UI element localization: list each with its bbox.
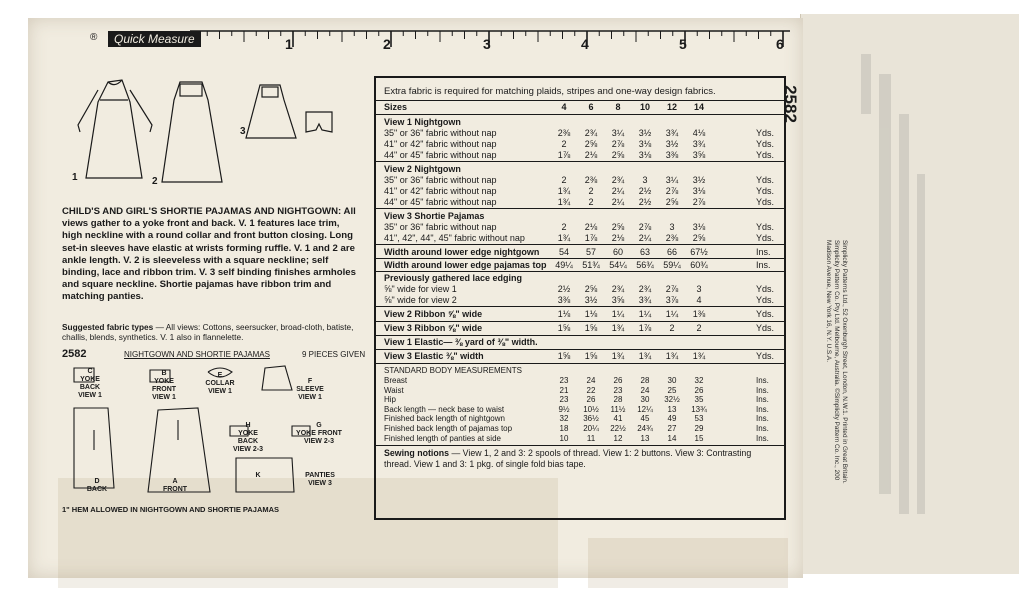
row-value: 26: [694, 385, 704, 395]
row-value: 3¾: [665, 128, 679, 138]
row-value: 1¾: [557, 186, 571, 196]
row-label: 41" or 42" fabric without nap: [384, 186, 497, 196]
row-value: 60: [612, 247, 623, 257]
row-value: 2⅛: [611, 233, 625, 243]
size-header: 14: [693, 102, 704, 112]
view3-top-sketch: [246, 85, 296, 138]
row-value: 63: [639, 247, 650, 257]
sewing-notions-text: — View 1, 2 and 3: 2 spools of thread. View 1: 2 buttons. View 3: Contrasting thread. View 1 and 3: 1 pkg. of single fold bias tape.: [384, 448, 752, 470]
matching-note: Extra fabric is required for matching plaids, stripes and one-way design fabrics.: [384, 86, 716, 97]
piece-d-label: D BACK: [86, 478, 108, 493]
row-value: 2: [588, 186, 594, 196]
row-value: 3¾: [638, 295, 652, 305]
row-value: 11: [586, 433, 596, 443]
row-value: 2: [561, 175, 567, 185]
row-value: 30: [640, 395, 650, 405]
row-unit: Ins.: [756, 433, 769, 443]
ruler-number: 1: [285, 36, 293, 52]
row-unit: Yds.: [756, 323, 775, 333]
table-rule: [376, 363, 784, 364]
table-rule: [376, 244, 784, 245]
row-value: 2: [696, 323, 702, 333]
row-value: 3⅞: [665, 295, 679, 305]
row-value: 2⅛: [584, 222, 598, 232]
piece-c-label: C YOKE BACK VIEW 1: [78, 368, 102, 399]
row-value: 3⅝: [692, 150, 706, 160]
row-value: 2⅞: [692, 197, 706, 207]
row-value: 51¾: [582, 260, 600, 270]
row-value: 32: [559, 414, 569, 424]
row-value: 3¼: [611, 128, 625, 138]
row-label: 44" or 45" fabric without nap: [384, 197, 497, 207]
row-value: 10½: [583, 404, 599, 414]
row-value: 60¾: [690, 260, 708, 270]
row-value: 1¼: [638, 309, 652, 319]
row-value: 2⅝: [584, 139, 598, 149]
table-rule: [376, 321, 784, 322]
bleed-through-print: [861, 54, 941, 534]
row-value: 2⅝: [611, 150, 625, 160]
table-rule: [376, 258, 784, 259]
row-unit: Ins.: [756, 395, 769, 405]
row-unit: Yds.: [756, 128, 775, 138]
row-value: 45: [640, 414, 650, 424]
table-rule: [376, 445, 784, 446]
row-value: 1¾: [611, 323, 625, 333]
row-value: 66: [666, 247, 677, 257]
size-header: 12: [666, 102, 677, 112]
row-value: 4⅛: [692, 128, 706, 138]
row-value: 15: [694, 433, 704, 443]
row-value: 2¾: [584, 128, 598, 138]
table-rule: [376, 271, 784, 272]
row-unit: Yds.: [756, 222, 775, 232]
row-value: 1¾: [557, 197, 571, 207]
sewing-notions: [384, 448, 776, 470]
row-value: 1¾: [692, 351, 706, 361]
piece-f-label: F SLEEVE VIEW 1: [296, 378, 324, 401]
row-value: 49¼: [555, 260, 573, 270]
row-value: 9½: [558, 404, 570, 414]
row-unit: Yds.: [756, 284, 775, 294]
row-value: 24¾: [637, 424, 653, 433]
row-value: 3: [696, 284, 702, 294]
row-value: 2¾: [611, 175, 625, 185]
pattern-description: CHILD'S AND GIRL'S SHORTIE PAJAMAS AND NIGHTGOWN: All views gather to a yoke front and back. V. 1 features lace trim, high neckline with a round collar and front button closing. Long set-in sleeves have elastic at wrists forming ruffle. V. 1 and 2 are ankle length. V. 2 is sleeveless with a square neckline; self binding, lace and ribbon trim. V. 3 self binding finishes armholes and square neckline. Shortie pajamas have ribbon trim and matching panties.: [62, 206, 356, 303]
row-value: 3: [669, 222, 675, 232]
row-unit: Ins.: [756, 404, 769, 414]
row-value: 59¼: [663, 260, 681, 270]
row-unit: Ins.: [756, 414, 769, 424]
row-value: 3½: [584, 295, 598, 305]
row-value: 54: [558, 247, 569, 257]
row-value: 2⅜: [557, 128, 571, 138]
row-value: 2⅞: [665, 186, 679, 196]
row-unit: Ins.: [756, 376, 769, 385]
pieces-given: 9 PIECES GIVEN: [302, 350, 366, 359]
sizes-label: Sizes: [384, 102, 408, 112]
row-value: 28: [640, 376, 650, 385]
row-value: 3⅛: [692, 222, 706, 232]
row-unit: Yds.: [756, 295, 775, 305]
pattern-number-text: 2582: [780, 85, 800, 123]
row-value: 1⅝: [557, 323, 571, 333]
publisher-imprint-text: Simplicity Patterns Ltd., 52 Oxenburgh Street, London, N.W.1. Printed in Great Britain. Simplicity Pattern Co. Pty Ltd. Melbourne, Australia. ©Simplicity Pattern Co. Inc., 200 Madison Avenue, New York 16, N.Y. U.S.A.: [825, 240, 848, 484]
row-value: 32: [694, 376, 704, 385]
ruler-number: 2: [383, 36, 391, 52]
row-value: 1¾: [611, 351, 625, 361]
row-value: 18: [559, 424, 569, 433]
row-value: 2¼: [611, 186, 625, 196]
ruler-number: 5: [679, 36, 687, 52]
section-title-text: View 1 Nightgown: [384, 117, 461, 127]
row-value: 27: [667, 424, 677, 433]
row-value: 41: [613, 414, 623, 424]
row-value: 12¼: [637, 404, 653, 414]
row-value: 2: [669, 323, 675, 333]
row-value: 3⅛: [692, 186, 706, 196]
row-value: 25: [667, 385, 677, 395]
view-label: 1: [72, 172, 78, 183]
size-header: 4: [561, 102, 567, 112]
row-value: 1⅞: [557, 150, 571, 160]
row-unit: Yds.: [756, 233, 775, 243]
pattern-number: [780, 74, 807, 134]
row-value: 30: [667, 376, 677, 385]
row-value: 2: [561, 139, 567, 149]
table-rule: [376, 208, 784, 209]
row-value: 2⅜: [584, 175, 598, 185]
row-label: 35" or 36" fabric without nap: [384, 222, 497, 232]
row-unit: Yds.: [756, 309, 775, 319]
row-value: 2⅜: [665, 233, 679, 243]
row-value: 21: [559, 385, 569, 395]
row-value: 57: [585, 247, 596, 257]
row-value: 3⅛: [638, 139, 652, 149]
ruler-label: Quick Measure: [108, 31, 201, 47]
yardage-table: [374, 76, 786, 520]
row-value: 12: [613, 433, 623, 443]
row-value: 54¼: [609, 260, 627, 270]
row-value: 2¼: [611, 197, 625, 207]
table-rule: [376, 349, 784, 350]
row-value: 28: [613, 395, 623, 405]
row-value: 2⅞: [611, 139, 625, 149]
row-value: 32½: [664, 395, 680, 405]
row-value: 1¾: [638, 351, 652, 361]
row-value: 2⅝: [584, 284, 598, 294]
row-value: 3⅜: [665, 150, 679, 160]
row-label: Width around lower edge nightgown: [384, 247, 540, 257]
body-measurements-title-text: STANDARD BODY MEASUREMENTS: [384, 366, 522, 375]
row-value: 14: [667, 433, 677, 443]
row-value: 2⅝: [611, 222, 625, 232]
section-title-text: Previously gathered lace edging: [384, 273, 523, 283]
row-value: 1⅛: [557, 309, 571, 319]
row-value: 3⅝: [611, 295, 625, 305]
row-value: 1⅞: [638, 323, 652, 333]
row-value: 49: [667, 414, 677, 424]
row-value: 2⅛: [584, 150, 598, 160]
row-label: View 3 Ribbon ⅝" wide: [384, 323, 483, 333]
row-label: View 2 Ribbon ⅝" wide: [384, 309, 483, 319]
row-value: 11½: [610, 404, 626, 414]
piece-panties-label: PANTIES VIEW 3: [305, 472, 335, 487]
piece-h-label: H YOKE BACK VIEW 2-3: [233, 422, 263, 453]
row-value: 26: [613, 376, 623, 385]
publisher-imprint: [815, 235, 855, 485]
size-header: 8: [615, 102, 621, 112]
table-rule: [376, 114, 784, 115]
row-label: 35" or 36" fabric without nap: [384, 128, 497, 138]
row-value: 2½: [638, 197, 652, 207]
row-value: 13¾: [691, 404, 707, 414]
row-value: 3⅜: [557, 295, 571, 305]
row-value: 56¾: [636, 260, 654, 270]
row-value: 1¼: [611, 309, 625, 319]
table-rule: [376, 100, 784, 101]
row-value: 2: [561, 222, 567, 232]
row-label: Finished length of panties at side: [384, 433, 501, 443]
row-unit: Yds.: [756, 139, 775, 149]
row-value: 2½: [557, 284, 571, 294]
row-value: 2⅝: [665, 197, 679, 207]
row-label: View 3 Elastic ⅜" width: [384, 351, 484, 361]
row-label: ⅝" wide for view 2: [384, 295, 457, 305]
row-label: 35" or 36" fabric without nap: [384, 175, 497, 185]
piece-g-label: G YOKE FRONT VIEW 2-3: [296, 422, 342, 445]
piece-a-label: A FRONT: [162, 478, 188, 493]
row-unit: Yds.: [756, 175, 775, 185]
row-value: 3: [642, 175, 648, 185]
quick-measure-ruler: [90, 30, 800, 52]
fabric-label: Suggested fabric types: [62, 322, 154, 332]
registered-mark: ®: [90, 32, 98, 43]
section-title-text: View 1 Elastic— ⅜ yard of ⅜" width.: [384, 337, 538, 347]
row-value: 3½: [638, 128, 652, 138]
row-unit: Ins.: [756, 260, 771, 270]
row-value: 53: [694, 414, 704, 424]
row-label: Finished back length of pajamas top: [384, 424, 513, 433]
row-value: 3¼: [665, 175, 679, 185]
row-label: 41", 42", 44", 45" fabric without nap: [384, 233, 525, 243]
view-label: 3: [240, 126, 246, 137]
row-value: 3½: [665, 139, 679, 149]
pieces-name: NIGHTGOWN AND SHORTIE PAJAMAS: [124, 350, 270, 359]
fabric-text: — All views: Cottons, seersucker, broad-cloth, batiste, challis, blends, synthetics. V. 1 also in flannelette.: [62, 322, 354, 342]
row-value: 10: [559, 433, 569, 443]
row-value: 29: [694, 424, 704, 433]
row-value: 1⅝: [557, 351, 571, 361]
row-value: 20¼: [583, 424, 599, 433]
row-value: 22½: [610, 424, 626, 433]
row-value: 2⅞: [665, 284, 679, 294]
row-label: 41" or 42" fabric without nap: [384, 139, 497, 149]
row-value: 26: [586, 395, 596, 405]
row-label: Breast: [384, 376, 408, 385]
row-value: 4: [696, 295, 702, 305]
row-value: 1⅝: [584, 351, 598, 361]
row-value: 2¼: [638, 233, 652, 243]
row-label: Waist: [384, 385, 404, 395]
row-value: 3¾: [692, 139, 706, 149]
row-label: ⅝" wide for view 1: [384, 284, 457, 294]
table-rule: [376, 306, 784, 307]
row-value: 2½: [638, 186, 652, 196]
row-unit: Ins.: [756, 385, 769, 395]
row-value: 13: [640, 433, 650, 443]
row-value: 1¾: [557, 233, 571, 243]
row-value: 1⅜: [692, 309, 706, 319]
row-value: 3½: [692, 175, 706, 185]
row-value: 3⅛: [638, 150, 652, 160]
row-unit: Ins.: [756, 424, 769, 433]
hem-footnote: 1" HEM ALLOWED IN NIGHTGOWN AND SHORTIE PAJAMAS: [62, 505, 280, 514]
row-value: 2⅝: [692, 233, 706, 243]
piece-k-label: K: [255, 472, 261, 479]
row-value: 2¾: [638, 284, 652, 294]
row-value: 2⅞: [638, 222, 652, 232]
row-value: 23: [613, 385, 623, 395]
section-title-text: View 2 Nightgown: [384, 164, 461, 174]
row-unit: Yds.: [756, 186, 775, 196]
size-header: 10: [639, 102, 650, 112]
row-value: 22: [586, 385, 596, 395]
view3-panties-sketch: [306, 112, 332, 132]
row-value: 13: [667, 404, 677, 414]
row-value: 36½: [583, 414, 599, 424]
view2-gown-sketch: [162, 82, 222, 182]
row-value: 1¾: [665, 351, 679, 361]
row-value: 35: [694, 395, 704, 405]
row-value: 1⅛: [584, 309, 598, 319]
table-rule: [376, 161, 784, 162]
table-rule: [376, 335, 784, 336]
row-value: 23: [559, 395, 569, 405]
row-unit: Yds.: [756, 197, 775, 207]
section-title-text: View 3 Shortie Pajamas: [384, 211, 485, 221]
row-unit: Ins.: [756, 247, 771, 257]
row-label: 44" or 45" fabric without nap: [384, 150, 497, 160]
row-unit: Yds.: [756, 351, 775, 361]
row-label: Hip: [384, 395, 397, 405]
row-value: 1⅞: [584, 233, 598, 243]
view-label: 2: [152, 176, 158, 187]
piece-e-label: E COLLAR VIEW 1: [205, 372, 235, 395]
piece-b-label: B YOKE FRONT VIEW 1: [151, 370, 177, 401]
row-value: 24: [640, 385, 650, 395]
size-header: 6: [588, 102, 594, 112]
row-value: 1¼: [665, 309, 679, 319]
row-value: 67½: [690, 247, 708, 257]
ruler-number: 3: [483, 36, 491, 52]
row-value: 2¾: [611, 284, 625, 294]
row-value: 24: [586, 376, 596, 385]
fabric-suggestions: [62, 322, 362, 342]
row-label: Width around lower edge pajamas top: [384, 260, 547, 270]
row-label: Finished back length of nightgown: [384, 414, 505, 424]
row-value: 2: [588, 197, 594, 207]
row-label: Back length — neck base to waist: [384, 404, 505, 414]
row-value: 23: [559, 376, 569, 385]
ruler-number: 6: [776, 36, 784, 52]
stain: [588, 538, 788, 588]
row-value: 1⅝: [584, 323, 598, 333]
ruler-ticks: [100, 30, 800, 50]
sewing-notions-label: Sewing notions: [384, 448, 449, 459]
row-unit: Yds.: [756, 150, 775, 160]
view-sketches: [70, 70, 370, 195]
pieces-pattern-number: 2582: [62, 348, 87, 360]
ruler-number: 4: [581, 36, 589, 52]
